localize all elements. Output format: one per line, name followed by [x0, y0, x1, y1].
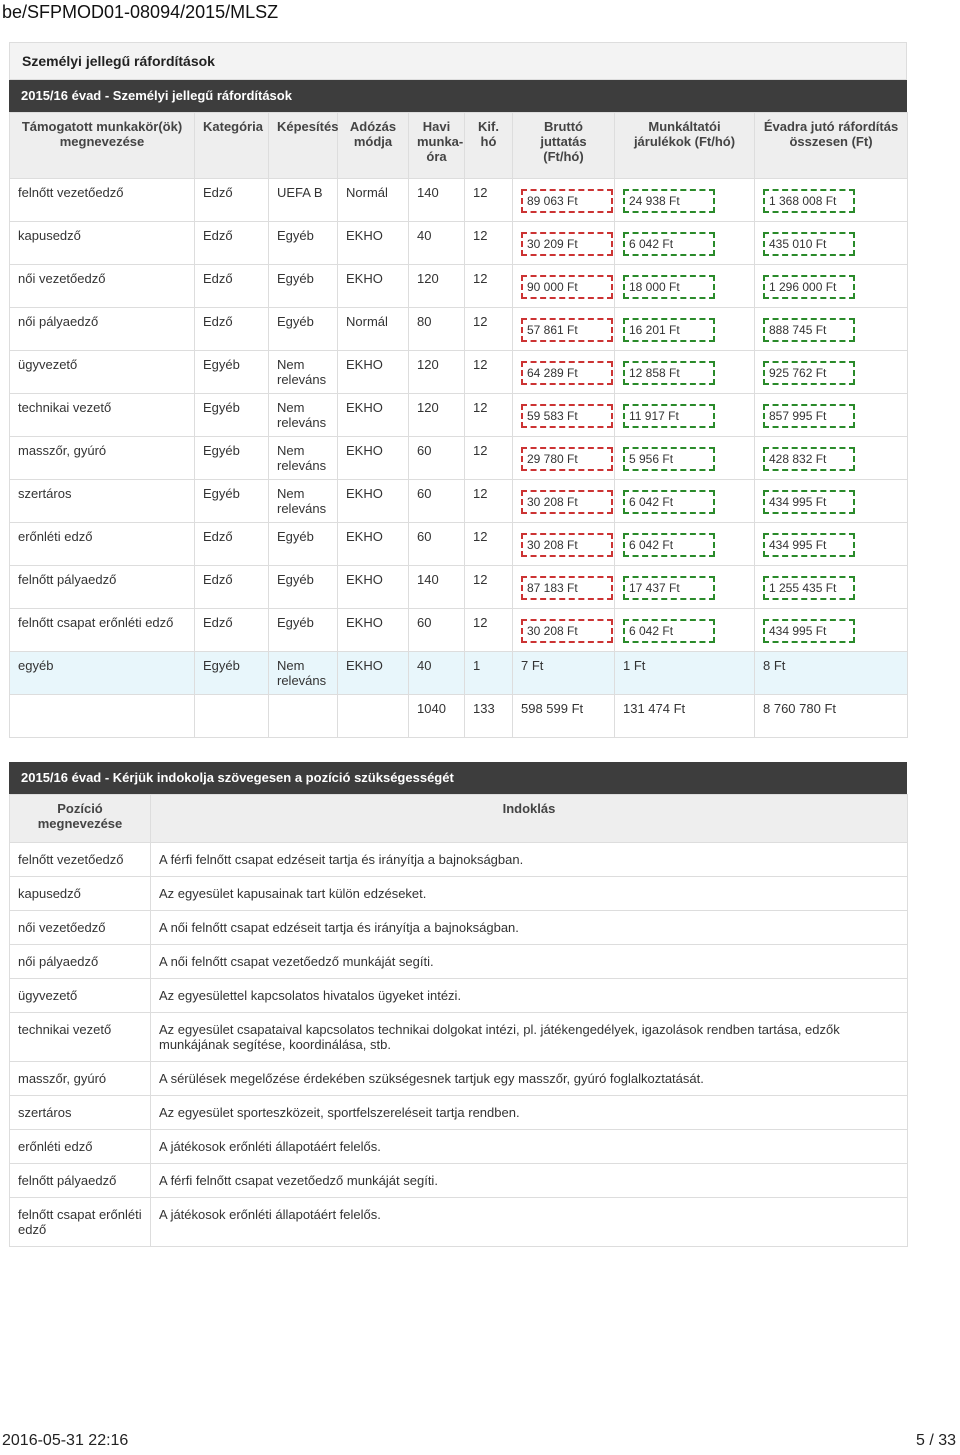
gross-cell [513, 222, 615, 265]
category-cell: Edző [195, 609, 269, 652]
contrib-cell [615, 308, 755, 351]
qualification-cell: Nem releváns [269, 480, 338, 523]
months-cell: 12 [465, 351, 513, 394]
position-cell: egyéb [10, 652, 195, 695]
contrib-cell-input[interactable]: 6 042 Ft [623, 490, 715, 514]
justification-title: 2015/16 évad - Kérjük indokolja szövegesen a pozíció szükségességét [9, 762, 907, 794]
reason-cell: Az egyesület sporteszközeit, sportfelszereléseit tartja rendben. [151, 1096, 908, 1130]
contrib-cell [615, 609, 755, 652]
gross-cell-input[interactable]: 30 208 Ft [521, 619, 613, 643]
table-row [10, 566, 908, 609]
col-header-position: Támogatott munkakör(ök) megnevezése [10, 113, 195, 179]
months-cell: 12 [465, 523, 513, 566]
qualification-cell: Egyéb [269, 523, 338, 566]
gross-cell [513, 265, 615, 308]
tax-cell: EKHO [338, 523, 409, 566]
contrib-cell-input[interactable]: 5 956 Ft [623, 447, 715, 471]
footer-page: 5 / 33 [915, 1432, 956, 1449]
gross-cell [513, 308, 615, 351]
qualification-cell: Nem releváns [269, 351, 338, 394]
gross-cell-input[interactable]: 59 583 Ft [521, 404, 613, 428]
hours-cell: 40 [409, 652, 465, 695]
total-cell-input[interactable]: 434 995 Ft [763, 619, 855, 643]
position-cell: kapusedző [10, 222, 195, 265]
gross-cell [513, 179, 615, 222]
contrib-cell [615, 265, 755, 308]
total-cell-input[interactable]: 925 762 Ft [763, 361, 855, 385]
hours-cell: 80 [409, 308, 465, 351]
category-cell: Edző [195, 265, 269, 308]
table-row-other [10, 652, 908, 695]
justification-row [10, 1198, 908, 1247]
reason-cell: A női felnőtt csapat vezetőedző munkáját segíti. [151, 945, 908, 979]
gross-cell-input[interactable]: 30 209 Ft [521, 232, 613, 256]
gross-cell-input[interactable]: 30 208 Ft [521, 490, 613, 514]
total-cell-input[interactable]: 434 995 Ft [763, 533, 855, 557]
contrib-cell-input[interactable]: 6 042 Ft [623, 619, 715, 643]
total-cell-input[interactable]: 888 745 Ft [763, 318, 855, 342]
hours-cell: 120 [409, 351, 465, 394]
gross-cell [513, 480, 615, 523]
qualification-cell: Nem releváns [269, 652, 338, 695]
position-cell: felnőtt vezetőedző [10, 179, 195, 222]
category-cell: Egyéb [195, 652, 269, 695]
contrib-cell [615, 394, 755, 437]
tax-cell: EKHO [338, 437, 409, 480]
justification-section [9, 762, 907, 1247]
sum-empty-cell [195, 695, 269, 738]
justification-row [10, 1130, 908, 1164]
qualification-cell: Egyéb [269, 222, 338, 265]
qualification-cell: UEFA B [269, 179, 338, 222]
reason-cell: A játékosok erőnléti állapotáért felelős. [151, 1130, 908, 1164]
total-cell-input[interactable]: 1 255 435 Ft [763, 576, 855, 600]
gross-cell [513, 437, 615, 480]
position-cell: felnőtt pályaedző [10, 566, 195, 609]
contrib-cell-input[interactable]: 16 201 Ft [623, 318, 715, 342]
tax-cell: EKHO [338, 265, 409, 308]
reason-cell: A játékosok erőnléti állapotáért felelős. [151, 1198, 908, 1247]
contrib-cell [615, 179, 755, 222]
table-row [10, 609, 908, 652]
qualification-cell: Nem releváns [269, 394, 338, 437]
months-cell: 1 [465, 652, 513, 695]
contrib-cell [615, 480, 755, 523]
total-cell [755, 480, 908, 523]
qualification-cell: Egyéb [269, 265, 338, 308]
total-cell-input[interactable]: 435 010 Ft [763, 232, 855, 256]
months-cell: 12 [465, 308, 513, 351]
col-header-total: Évadra jutó ráfordítás összesen (Ft) [755, 113, 908, 179]
contrib-cell-input[interactable]: 12 858 Ft [623, 361, 715, 385]
sum-total-cell: 8 760 780 Ft [755, 695, 908, 738]
gross-cell-input[interactable]: 30 208 Ft [521, 533, 613, 557]
position-cell: felnőtt csapat erőnléti edző [10, 609, 195, 652]
category-cell: Edző [195, 308, 269, 351]
total-cell-input[interactable]: 428 832 Ft [763, 447, 855, 471]
total-cell [755, 308, 908, 351]
months-cell: 12 [465, 609, 513, 652]
position-name-cell: felnőtt vezetőedző [10, 843, 151, 877]
position-name-cell: szertáros [10, 1096, 151, 1130]
hours-cell: 60 [409, 480, 465, 523]
tax-cell: EKHO [338, 652, 409, 695]
months-cell: 12 [465, 265, 513, 308]
qualification-cell: Egyéb [269, 308, 338, 351]
justification-row [10, 911, 908, 945]
table-row [10, 351, 908, 394]
sum-gross-cell: 598 599 Ft [513, 695, 615, 738]
category-cell: Egyéb [195, 480, 269, 523]
tax-cell: EKHO [338, 394, 409, 437]
tax-cell: EKHO [338, 351, 409, 394]
reason-cell: A férfi felnőtt csapat vezetőedző munkáját segíti. [151, 1164, 908, 1198]
col-header-qualification: Képesítés [269, 113, 338, 179]
justification-row [10, 1164, 908, 1198]
contrib-cell-input[interactable]: 6 042 Ft [623, 232, 715, 256]
position-cell: masszőr, gyúró [10, 437, 195, 480]
hours-cell: 60 [409, 609, 465, 652]
reason-cell: Az egyesület kapusainak tart külön edzéseket. [151, 877, 908, 911]
hours-cell: 120 [409, 265, 465, 308]
gross-cell-input[interactable]: 29 780 Ft [521, 447, 613, 471]
contrib-cell [615, 351, 755, 394]
table-row [10, 308, 908, 351]
total-cell-input[interactable]: 1 296 000 Ft [763, 275, 855, 299]
months-cell: 12 [465, 394, 513, 437]
hours-cell: 40 [409, 222, 465, 265]
justification-table [9, 794, 908, 1247]
total-cell [755, 179, 908, 222]
table-row [10, 437, 908, 480]
gross-cell-input[interactable]: 57 861 Ft [521, 318, 613, 342]
justification-row [10, 945, 908, 979]
justification-row [10, 1062, 908, 1096]
tax-cell: EKHO [338, 609, 409, 652]
sum-empty-cell [269, 695, 338, 738]
total-cell-input[interactable]: 434 995 Ft [763, 490, 855, 514]
reason-cell: Az egyesület csapataival kapcsolatos technikai dolgokat intézi, pl. játékengedélyek, igazolások rendben tartása, edzők munkájának segítése, koordinálása, stb. [151, 1013, 908, 1062]
contrib-cell-input[interactable]: 11 917 Ft [623, 404, 715, 428]
position-cell: technikai vezető [10, 394, 195, 437]
contrib-cell: 1 Ft [615, 652, 755, 695]
position-cell: ügyvezető [10, 351, 195, 394]
gross-cell [513, 394, 615, 437]
section-title: Személyi jellegű ráfordítások [9, 42, 907, 80]
total-cell [755, 222, 908, 265]
total-cell [755, 566, 908, 609]
col-header-pos: Pozíció megnevezése [10, 795, 151, 843]
table-row [10, 179, 908, 222]
tax-cell: EKHO [338, 566, 409, 609]
tax-cell: EKHO [338, 480, 409, 523]
gross-cell-input[interactable]: 90 000 Ft [521, 275, 613, 299]
cost-table-title: 2015/16 évad - Személyi jellegű ráfordítások [9, 80, 907, 112]
cost-table [9, 112, 908, 738]
hours-cell: 60 [409, 437, 465, 480]
tax-cell: Normál [338, 179, 409, 222]
contrib-cell [615, 437, 755, 480]
category-cell: Edző [195, 566, 269, 609]
table-row [10, 222, 908, 265]
gross-cell [513, 523, 615, 566]
reason-cell: A férfi felnőtt csapat edzéseit tartja és irányítja a bajnokságban. [151, 843, 908, 877]
position-name-cell: erőnléti edző [10, 1130, 151, 1164]
total-cell [755, 609, 908, 652]
qualification-cell: Egyéb [269, 609, 338, 652]
document-id: be/SFPMOD01-08094/2015/MLSZ [2, 2, 279, 22]
sum-empty-cell [338, 695, 409, 738]
justification-row [10, 877, 908, 911]
tax-cell: Normál [338, 308, 409, 351]
table-row [10, 394, 908, 437]
col-header-months: Kif. hó [465, 113, 513, 179]
sum-empty-cell [10, 695, 195, 738]
months-cell: 12 [465, 437, 513, 480]
table-row [10, 523, 908, 566]
hours-cell: 140 [409, 179, 465, 222]
position-name-cell: felnőtt pályaedző [10, 1164, 151, 1198]
total-cell [755, 523, 908, 566]
months-cell: 12 [465, 222, 513, 265]
months-cell: 12 [465, 179, 513, 222]
reason-cell: Az egyesülettel kapcsolatos hivatalos ügyeket intézi. [151, 979, 908, 1013]
category-cell: Egyéb [195, 351, 269, 394]
contrib-cell-input[interactable]: 18 000 Ft [623, 275, 715, 299]
position-name-cell: kapusedző [10, 877, 151, 911]
justification-row [10, 1013, 908, 1062]
sum-months-cell: 133 [465, 695, 513, 738]
sum-row [10, 695, 908, 738]
position-cell: szertáros [10, 480, 195, 523]
position-cell: női pályaedző [10, 308, 195, 351]
total-cell [755, 437, 908, 480]
gross-cell [513, 351, 615, 394]
col-header-reason: Indoklás [151, 795, 908, 843]
months-cell: 12 [465, 566, 513, 609]
contrib-cell-input[interactable]: 17 437 Ft [623, 576, 715, 600]
position-cell: erőnléti edző [10, 523, 195, 566]
position-name-cell: felnőtt csapat erőnléti edző [10, 1198, 151, 1247]
contrib-cell-input[interactable]: 24 938 Ft [623, 189, 715, 213]
months-cell: 12 [465, 480, 513, 523]
table-row [10, 265, 908, 308]
qualification-cell: Egyéb [269, 566, 338, 609]
sum-contrib-cell: 131 474 Ft [615, 695, 755, 738]
sum-hours-cell: 1040 [409, 695, 465, 738]
position-name-cell: ügyvezető [10, 979, 151, 1013]
category-cell: Egyéb [195, 394, 269, 437]
position-name-cell: női pályaedző [10, 945, 151, 979]
col-header-contrib: Munkáltatói járulékok (Ft/hó) [615, 113, 755, 179]
footer-datetime: 2016-05-31 22:16 [2, 1432, 129, 1449]
contrib-cell [615, 566, 755, 609]
category-cell: Edző [195, 179, 269, 222]
table-row [10, 480, 908, 523]
position-cell: női vezetőedző [10, 265, 195, 308]
cost-table-section [9, 80, 907, 738]
gross-cell-input[interactable]: 87 183 Ft [521, 576, 613, 600]
gross-cell-input[interactable]: 64 289 Ft [521, 361, 613, 385]
position-name-cell: női vezetőedző [10, 911, 151, 945]
position-name-cell: technikai vezető [10, 1013, 151, 1062]
contrib-cell-input[interactable]: 6 042 Ft [623, 533, 715, 557]
justification-row [10, 843, 908, 877]
category-cell: Edző [195, 523, 269, 566]
reason-cell: A női felnőtt csapat edzéseit tartja és irányítja a bajnokságban. [151, 911, 908, 945]
qualification-cell: Nem releváns [269, 437, 338, 480]
hours-cell: 120 [409, 394, 465, 437]
total-cell [755, 265, 908, 308]
col-header-tax: Adózás módja [338, 113, 409, 179]
category-cell: Egyéb [195, 437, 269, 480]
tax-cell: EKHO [338, 222, 409, 265]
contrib-cell [615, 222, 755, 265]
gross-cell [513, 566, 615, 609]
total-cell-input[interactable]: 857 995 Ft [763, 404, 855, 428]
contrib-cell [615, 523, 755, 566]
total-cell [755, 394, 908, 437]
total-cell: 8 Ft [755, 652, 908, 695]
total-cell-input[interactable]: 1 368 008 Ft [763, 189, 855, 213]
hours-cell: 60 [409, 523, 465, 566]
reason-cell: A sérülések megelőzése érdekében szükségesnek tartjuk egy masszőr, gyúró foglalkoztatását. [151, 1062, 908, 1096]
col-header-gross: Bruttó juttatás (Ft/hó) [513, 113, 615, 179]
gross-cell-input[interactable]: 89 063 Ft [521, 189, 613, 213]
justification-row [10, 979, 908, 1013]
gross-cell [513, 609, 615, 652]
hours-cell: 140 [409, 566, 465, 609]
col-header-category: Kategória [195, 113, 269, 179]
category-cell: Edző [195, 222, 269, 265]
justification-row [10, 1096, 908, 1130]
gross-cell: 7 Ft [513, 652, 615, 695]
position-name-cell: masszőr, gyúró [10, 1062, 151, 1096]
col-header-hours: Havi munka-óra [409, 113, 465, 179]
total-cell [755, 351, 908, 394]
